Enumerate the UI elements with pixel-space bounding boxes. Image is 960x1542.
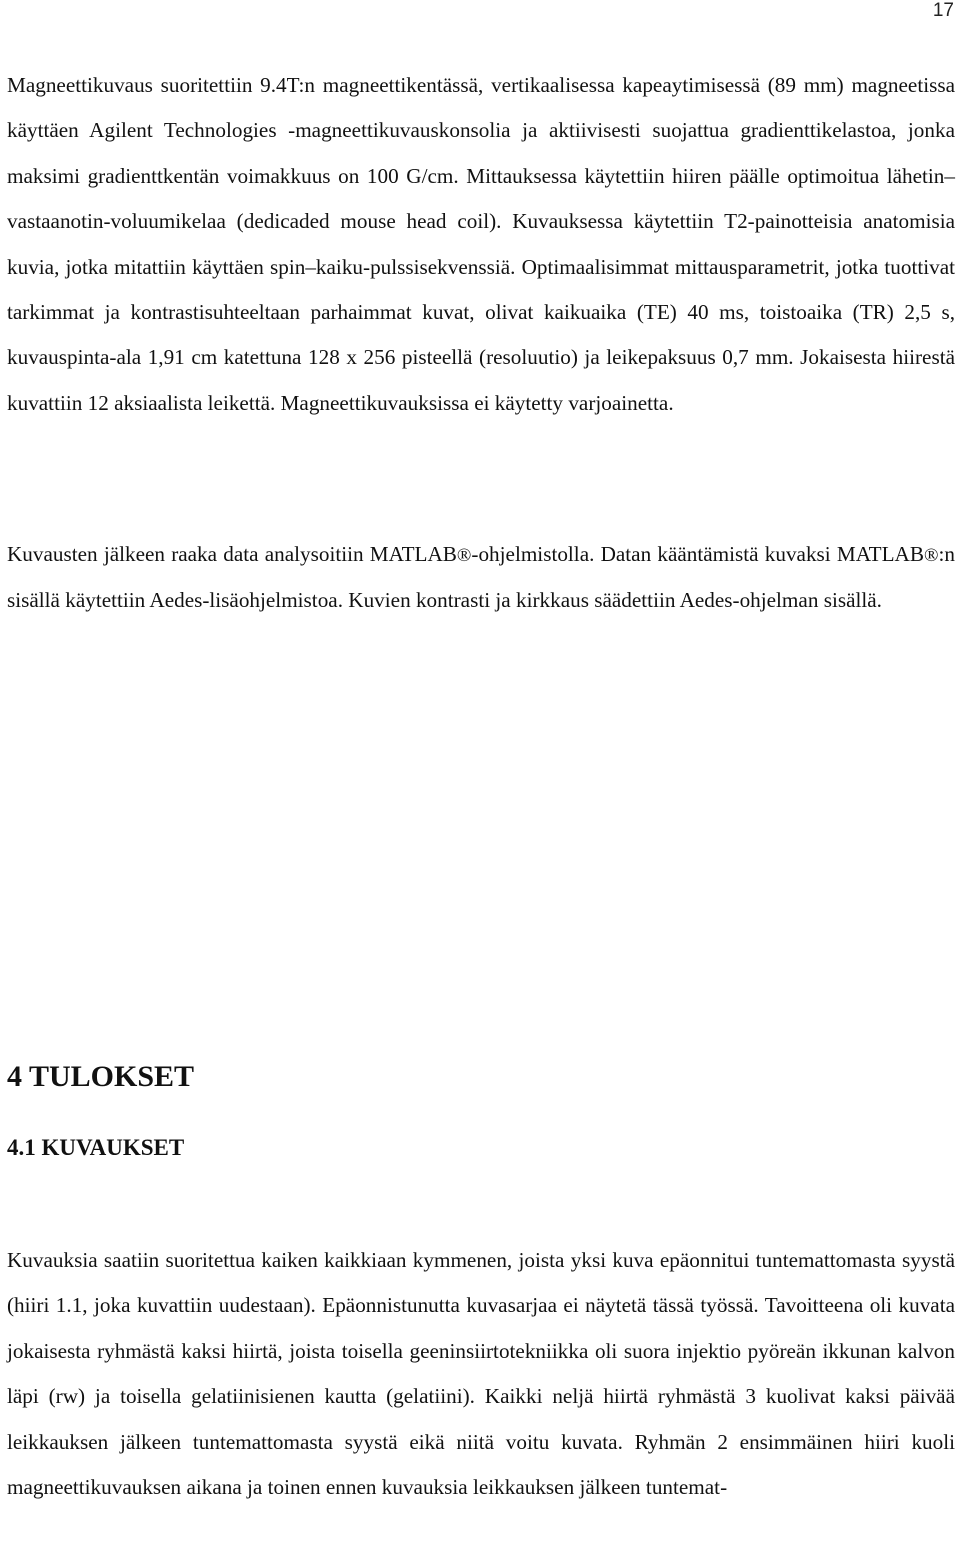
registered-mark: ® <box>456 545 472 566</box>
chapter-heading: 4 TULOKSET <box>7 1060 195 1093</box>
analysis-paragraph <box>7 532 955 624</box>
analysis-text-part-3: :n sisällä käytettiin Aedes-lisäohjelmistoa. Kuvien kontrasti ja kirkkaus säädettiin Aedes-ohjelman sisällä. <box>7 542 955 613</box>
page-number: 17 <box>932 0 954 21</box>
registered-mark: ® <box>924 545 939 566</box>
results-paragraph: Kuvauksia saatiin suoritettua kaiken kaikkiaan kymmenen, joista yksi kuva epäonnitui tuntemattomasta syystä (hiiri 1.1, joka kuvattiin uudestaan). Epäonnistunutta kuvasarjaa ei näytetä tässä työssä. Tavoitteena oli kuvata jokaisesta ryhmästä kaksi hiirtä, joista toisella geeninsiirtotekniikka oli suora injektio pyöreän ikkunan kalvon läpi (rw) ja toisella gelatiinisienen kautta (gelatiini). Kaikki neljä hiirtä ryhmästä 3 kuolivat kaksi päivää leikkauksen jälkeen tuntemattomasta syystä eikä niitä voitu kuvata. Ryhmän 2 ensimmäinen hiiri kuoli magneettikuvauksen aikana ja toinen ennen kuvauksia leikkauksen jälkeen tuntemat- <box>7 1248 955 1500</box>
analysis-text-part-1: Kuvausten jälkeen raaka data analysoitiin MATLAB <box>7 542 457 566</box>
method-paragraph: Magneettikuvaus suoritettiin 9.4T:n magneettikentässä, vertikaalisessa kapeaytimisessä (89 mm) magneetissa käyttäen Agilent Technologies -magneettikuvauskonsolia ja aktiivisesti suojattua gradienttikelastoa, jonka maksimi gradienttkentän voimakkuus on 100 G/cm. Mittauksessa käytettiin hiiren päälle optimoitua lähetin–vastaanotin-voluumikelaa (dedicaded mouse head coil). Kuvauksessa käytettiin T2-painotteisia anatomisia kuvia, jotka mitattiin käyttäen spin–kaiku-pulssisekvenssiä. Optimaalisimmat mittausparametrit, jotka tuottivat tarkimmat ja kontrastisuhteeltaan parhaimmat kuvat, olivat kaikuaika (TE) 40 ms, toistoaika (TR) 2,5 s, kuvauspinta-ala 1,91 cm katettuna 128 x 256 pisteellä (resoluutio) ja leikepaksuus 0,7 mm. Jokaisesta hiirestä kuvattiin 12 aksiaalista leikettä. Magneettikuvauksissa ei käytetty varjoainetta. <box>7 73 955 415</box>
section-heading: 4.1 KUVAUKSET <box>7 1135 185 1160</box>
analysis-text-part-2: -ohjelmistolla. Datan kääntämistä kuvaksi MATLAB <box>471 542 924 566</box>
